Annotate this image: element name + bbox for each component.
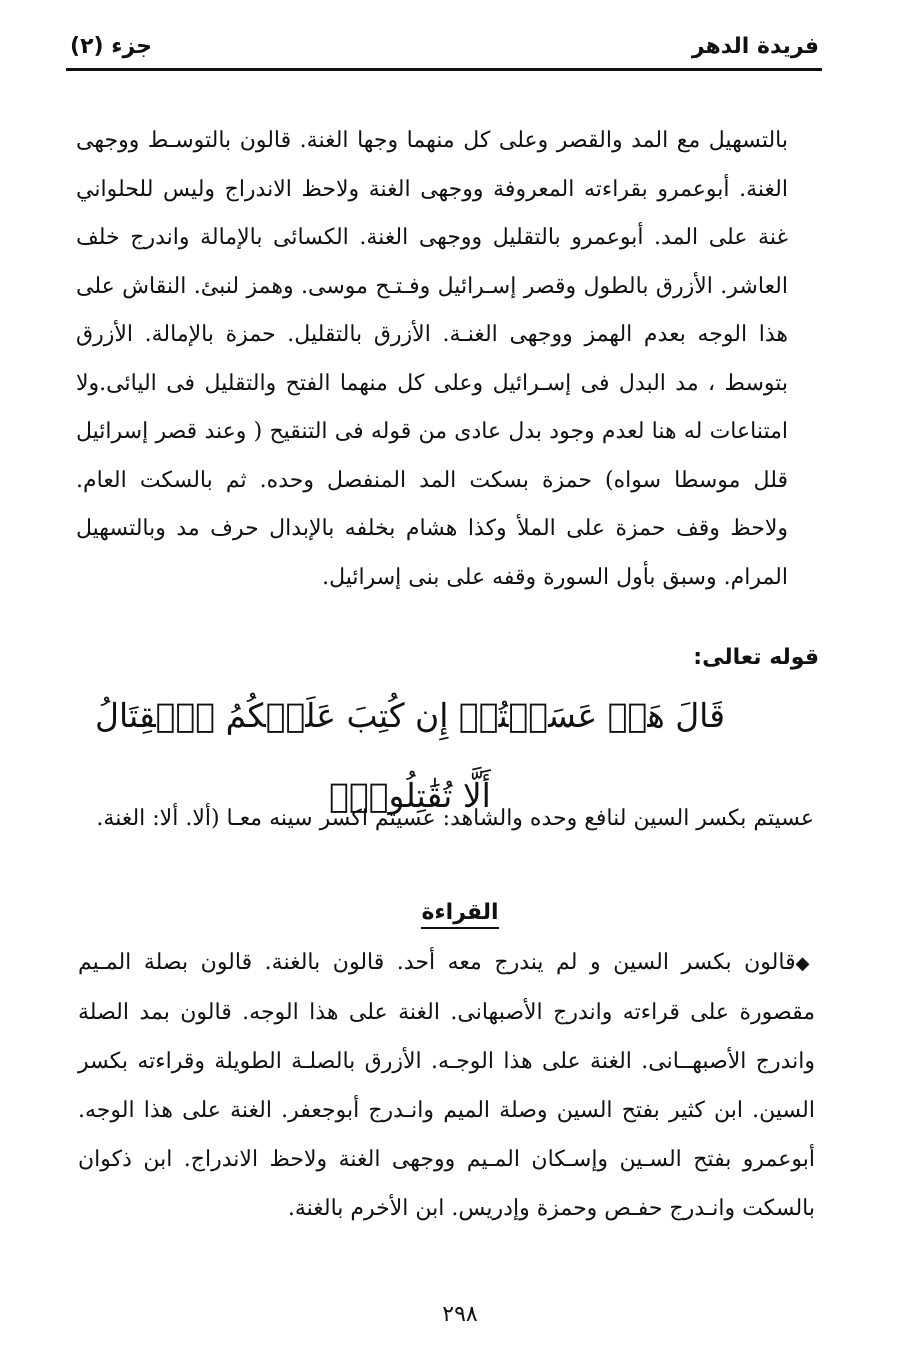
section-heading — [370, 893, 550, 933]
part-number: جزء (٢) — [70, 34, 153, 59]
paragraph-third — [78, 938, 815, 1233]
paragraph-first: بالتسهيل مع المد والقصر وعلى كل منهما وجها الغنة. قالون بالتوسـط ووجهى الغنة. أبوعمرو بقراءته المعروفة ووجهى الغنة ولاحظ الاندراج وليس للحلواني غنة على المد. أبوعمرو بالتقليل ووجهى الغنة. الكسائى بالإمالة واندرج خلف العاشر. الأزرق بالطول وقصر إسـرائيل وفـتـح موسى. وهمز لنبئ. النقاش على هذا الوجه بعدم الهمز ووجهى الغنـة. الأزرق بالتقليل. حمزة بالإمالة. الأزرق بتوسط ، مد البدل فى إسـرائيل وعلى كل منهما الفتح والتقليل فى اليائى.ولا امتناعات له هنا لعدم وجود بدل عادى من قوله فى التنقيح ( وعند قصر إسرائيل قلل موسطا سواه) حمزة بسكت المد المنفصل وحده. ثم بالسكت العام. ولاحظ وقف حمزة على الملأ وكذا هشام بخلفه بالإبدال حرف مد وبالتسهيل المرام. وسبق بأول السورة وقفه على بنى إسرائيل. — [76, 128, 788, 590]
page-number: ٢٩٨ — [442, 1302, 478, 1327]
header-rule — [66, 68, 822, 71]
black-diamond-icon: ◆ — [795, 953, 816, 974]
paragraph-third-text: قالون بكسر السين و لم يندرج معه أحد. قالون بالغنة. قالون بصلة المـيم مقصورة على قراءته واندرج الأصبهانى. الغنة على هذا الوجه. قالون بمد الصلة واندرج الأصبهــانى. الغنة على هذا الوجـه. الأزرق بالصلـة الطويلة وقراءته بكسر السين. ابن كثير بفتح السين وصلة الميم وانـدرج أبوجعفر. الغنة على هذا الوجه. أبوعمرو بفتح السـين وإسـكان المـيم ووجهى الغنة ولاحظ الاندراج. ابن ذكوان بالسكت وانـدرج حفـص وحمزة وإدريس. ابن الأخرم بالغنة. — [78, 950, 815, 1221]
running-header — [70, 30, 819, 64]
verse-intro-heading: قوله تعالى: — [693, 645, 819, 670]
book-title: فريدة الدهر — [691, 34, 819, 59]
section-heading-text: القراءة — [421, 900, 498, 929]
paragraph-second: عسيتم بكسر السين لنافع وحده والشاهد: عسيتم اكسر سينه معـا (ألا. ألا: الغنة. — [96, 806, 814, 831]
quran-verse: قَالَ هَلۡ عَسَيۡتُمۡ إِن كُتِبَ عَلَيۡكُمُ ٱلۡقِتَالُ أَلَّا تُقَٰتِلُواْۖ — [94, 696, 726, 815]
